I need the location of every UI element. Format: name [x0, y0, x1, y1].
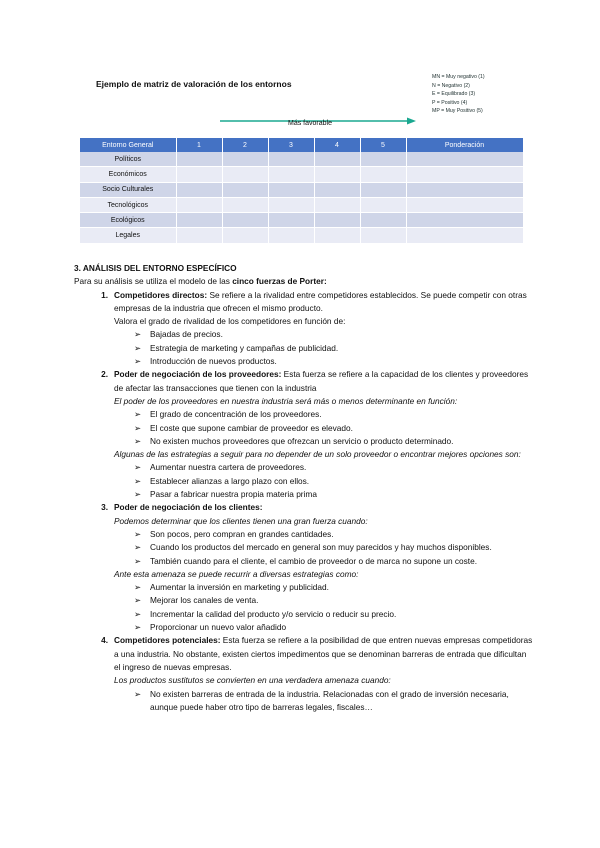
- item-paragraph: Valora el grado de rivalidad de los competidores en función de:: [114, 316, 346, 327]
- legend-line: MP = Muy Positivo (5): [432, 108, 483, 115]
- arrow-bullet-icon: ➢: [134, 475, 141, 486]
- table-row: [80, 228, 523, 243]
- bullet-item: ➢ Introducción de nuevos productos.: [114, 355, 534, 368]
- arrow-bullet-icon: ➢: [134, 622, 141, 633]
- bullet-item: ➢ No existen muchos proveedores que ofrezcan un servicio o producto determinado.: [114, 435, 534, 448]
- bullet-item: ➢ Incrementar la calidad del producto y/o servicio o reducir su precio.: [114, 608, 534, 621]
- intro-text: Para su análisis se utiliza el modelo de las: [74, 276, 233, 287]
- intro-bold: cinco fuerzas de Porter:: [232, 276, 327, 287]
- bullet-item: ➢ Aumentar nuestra cartera de proveedores.: [114, 461, 534, 474]
- arrow-bullet-icon: ➢: [134, 489, 141, 500]
- row-label: Legales: [80, 228, 176, 243]
- item-text: Esta fuerza se refiere a la posibilidad de que entren nuevas empresas competidoras a una industria. No obstante, existen ciertos impedimentos que se denominan barreras de entrada que dificultan el ingreso de nuevas empresas.: [114, 635, 533, 672]
- table-header-row: [80, 138, 523, 152]
- row-label: Ecológicos: [80, 213, 176, 228]
- arrow-bullet-icon: ➢: [134, 555, 141, 566]
- bullet-item: ➢ Mejorar los canales de venta.: [114, 594, 534, 607]
- item-number: 4.: [101, 635, 108, 646]
- arrow-bullet-icon: ➢: [134, 342, 141, 353]
- bullet-item: ➢ Pasar a fabricar nuestra propia materia prima: [114, 488, 534, 501]
- header-cell: 2: [222, 138, 268, 152]
- figure-title: Ejemplo de matriz de valoración de los entornos: [96, 79, 292, 89]
- arrow-bullet-icon: ➢: [134, 356, 141, 367]
- bullet-item: ➢ Bajadas de precios.: [114, 328, 534, 341]
- list-item: [74, 501, 534, 634]
- item-heading: Competidores potenciales:: [114, 635, 221, 646]
- arrow-bullet-icon: ➢: [134, 542, 141, 553]
- arrow-bullet-icon: ➢: [134, 608, 141, 619]
- row-label: Políticos: [80, 152, 176, 167]
- section-title: 3. ANÁLISIS DEL ENTORNO ESPECÍFICO: [74, 263, 237, 273]
- header-cell: 3: [268, 138, 314, 152]
- bullet-item: ➢ Establecer alianzas a largo plazo con ellos.: [114, 475, 534, 488]
- rating-legend: [432, 73, 485, 116]
- bullet-item: ➢ Proporcionar un nuevo valor añadido: [114, 621, 534, 634]
- valuation-matrix: [80, 138, 524, 243]
- item-number: 3.: [101, 502, 108, 513]
- bullet-item: ➢ Estrategia de marketing y campañas de publicidad.: [114, 342, 534, 355]
- list-item: [74, 368, 534, 501]
- legend-line: MN = Muy negativo (1): [432, 74, 485, 80]
- table-row: [80, 152, 523, 167]
- table-row: [80, 182, 523, 197]
- list-item: [74, 289, 534, 369]
- item-heading: Poder de negociación de los proveedores:: [114, 369, 282, 380]
- arrow-bullet-icon: ➢: [134, 329, 141, 340]
- row-label: Tecnológicos: [80, 197, 176, 212]
- header-cell: Entorno General: [80, 138, 176, 152]
- bullet-item: ➢ Cuando los productos del mercado en general son muy parecidos y hay muchos disponibles.: [114, 541, 534, 554]
- row-label: Socio Culturales: [80, 182, 176, 197]
- arrow-bullet-icon: ➢: [134, 409, 141, 420]
- bullet-item: ➢ También cuando para el cliente, el cambio de proveedor o de marca no supone un coste.: [114, 555, 534, 568]
- header-cell: 5: [360, 138, 406, 152]
- legend-line: N = Negativo (2): [432, 82, 470, 89]
- arrow-bullet-icon: ➢: [134, 422, 141, 433]
- item-heading: Poder de negociación de los clientes:: [114, 502, 263, 513]
- arrow-bullet-icon: ➢: [134, 435, 141, 446]
- item-number: 1.: [101, 289, 108, 300]
- item-paragraph: Podemos determinar que los clientes tienen una gran fuerza cuando:: [114, 515, 368, 526]
- item-paragraph: Ante esta amenaza se puede recurrir a diversas estrategias como:: [114, 568, 359, 579]
- table-row: [80, 197, 523, 212]
- row-label: Económicos: [80, 167, 176, 182]
- item-paragraph: Los productos sustitutos se convierten en una verdadera amenaza cuando:: [114, 675, 391, 686]
- arrow-label: Más favorable: [288, 120, 332, 127]
- item-paragraph: El poder de los proveedores en nuestra industria será más o menos determinante en función:: [114, 395, 458, 406]
- item-text: Esta fuerza se refiere a la capacidad de los clientes y proveedores de afectar las transacciones que tienen con la industria: [114, 369, 529, 393]
- item-paragraph: Algunas de las estrategias a seguir para no depender de un solo proveedor o encontrar mejores opciones son:: [114, 449, 521, 460]
- arrow-bullet-icon: ➢: [134, 582, 141, 593]
- list-item: [74, 634, 534, 714]
- header-cell: 1: [176, 138, 222, 152]
- legend-line: E = Equilibrado (3): [432, 91, 476, 98]
- arrow-bullet-icon: ➢: [134, 688, 141, 699]
- bullet-item: ➢ El coste que supone cambiar de proveedor es elevado.: [114, 422, 534, 435]
- bullet-item: ➢ Aumentar la inversión en marketing y publicidad.: [114, 581, 534, 594]
- legend-line: P = Positivo (4): [432, 99, 468, 106]
- item-text: Se refiere a la rivalidad entre competidores establecidos. Se puede competir con otras empresas de la industria que ofrecen el mismo producto.: [114, 289, 527, 313]
- bullet-item: ➢ Son pocos, pero compran en grandes cantidades.: [114, 528, 534, 541]
- arrow-bullet-icon: ➢: [134, 528, 141, 539]
- header-cell: 4: [314, 138, 360, 152]
- item-number: 2.: [101, 369, 108, 380]
- table-row: [80, 213, 523, 228]
- bullet-item: ➢ El grado de concentración de los proveedores.: [114, 408, 534, 421]
- section-intro: [74, 275, 534, 288]
- arrow-bullet-icon: ➢: [134, 462, 141, 473]
- header-cell: Ponderación: [406, 138, 523, 152]
- table-row: [80, 167, 523, 182]
- arrow-bullet-icon: ➢: [134, 595, 141, 606]
- section-body: [74, 262, 534, 714]
- bullet-item: ➢ No existen barreras de entrada de la industria. Relacionadas con el grado de inversión necesaria, aunque puede haber otro tipo de barreras legales, fiscales…: [114, 688, 534, 715]
- item-heading: Competidores directos:: [114, 289, 208, 300]
